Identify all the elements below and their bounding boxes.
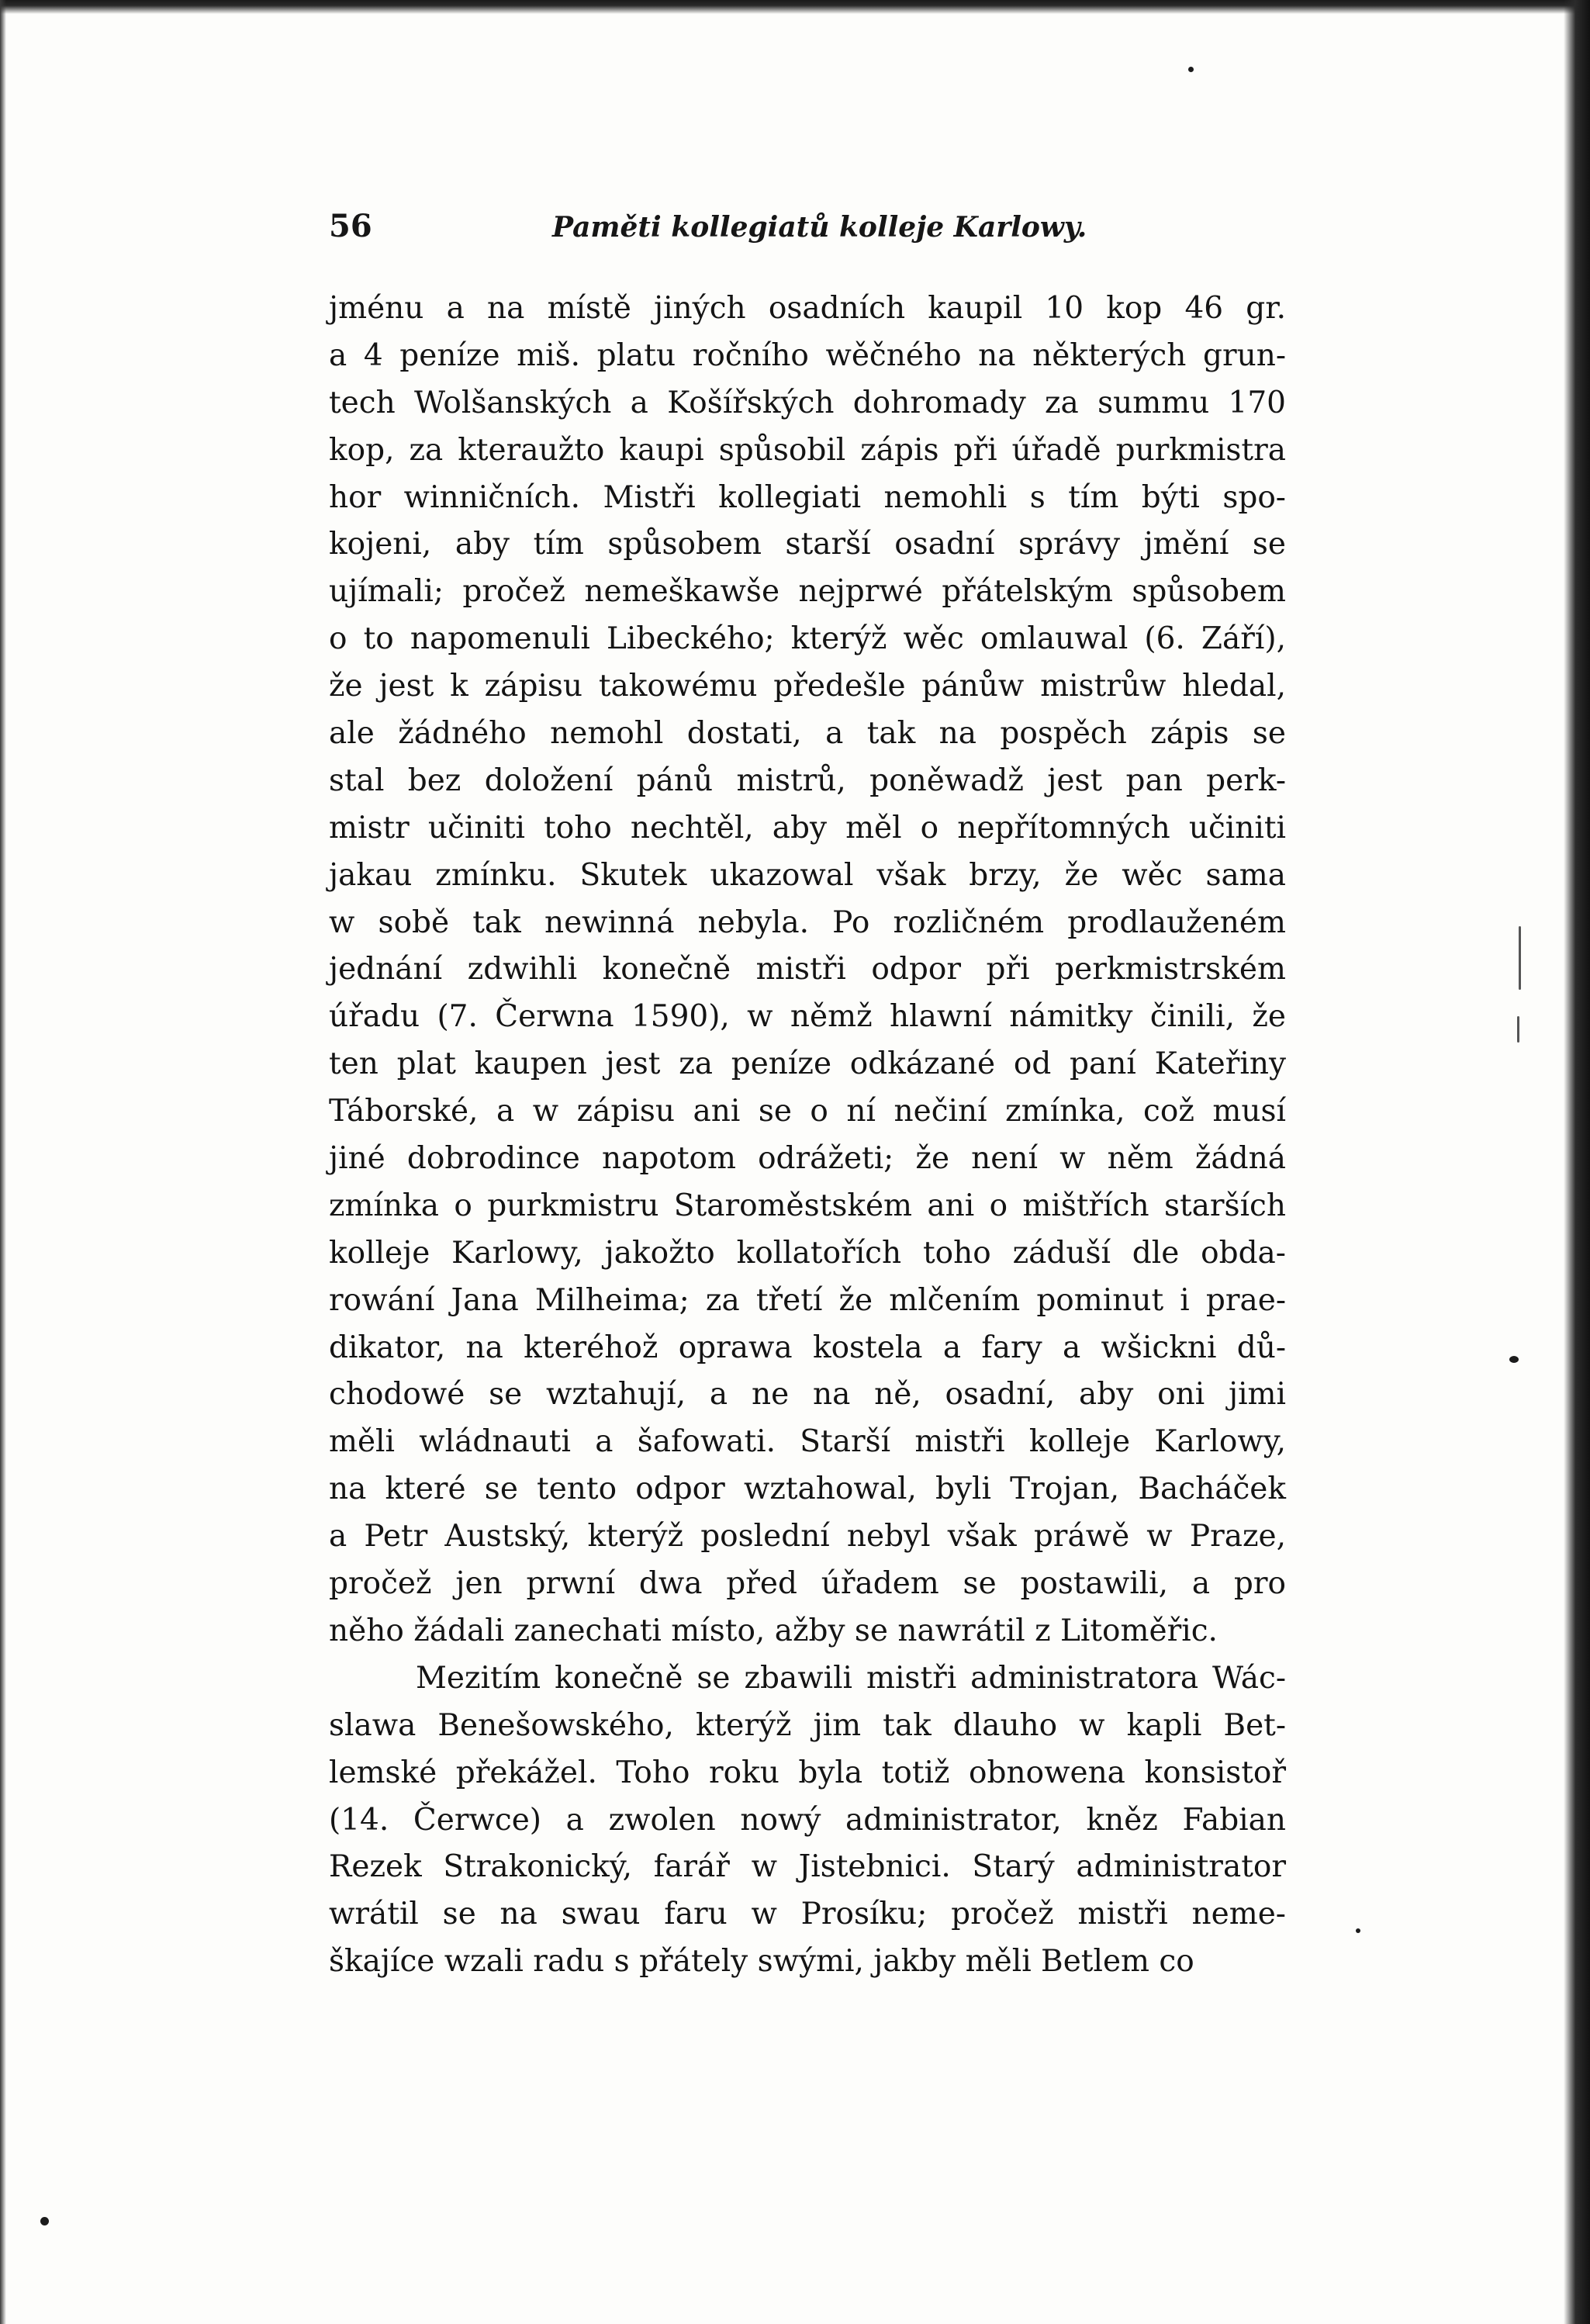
text-line: chodowé se wztahují, a ne na ně, osadní, aby oni jimi xyxy=(329,1377,1286,1413)
paragraph-1 xyxy=(329,285,1286,1655)
body-text xyxy=(329,285,1286,1986)
text-line: tech Wolšanských a Košířských dohromady za summu 170 xyxy=(329,385,1286,420)
text-line: úřadu (7. Čerwna 1590), w němž hlawní námitky činili, že xyxy=(329,999,1286,1035)
running-title: Paměti kollegiatů kolleje Karlowy. xyxy=(552,211,1087,244)
text-line: zmínka o purkmistru Staroměstském ani o mištřích starších xyxy=(329,1188,1286,1223)
text-line: kolleje Karlowy, jakožto kollatořích toho záduší dle obda- xyxy=(329,1235,1286,1271)
text-line: jménu a na místě jiných osadních kaupil 10 kop 46 gr. xyxy=(329,291,1286,326)
scan-left-edge xyxy=(0,0,6,2324)
page-header xyxy=(329,208,1284,254)
scan-speck xyxy=(1188,67,1194,72)
scan-right-edge xyxy=(1564,0,1590,2324)
text-line: stal bez doložení pánů mistrů, poněwadž jest pan perk- xyxy=(329,763,1286,798)
text-line: na které se tento odpor wztahowal, byli Trojan, Bacháček xyxy=(329,1472,1286,1507)
text-line: hor winničních. Mistři kollegiati nemohli s tím býti spo- xyxy=(329,479,1286,515)
scan-speck xyxy=(1517,1016,1519,1043)
text-line: dikator, na kteréhož oprawa kostela a fary a wšickni dů- xyxy=(329,1330,1286,1365)
text-line: lemské překážel. Toho roku byla totiž obnowena konsistoř xyxy=(329,1755,1286,1790)
scan-top-edge xyxy=(0,0,1590,14)
scan-speck xyxy=(1509,1356,1519,1363)
text-line: slawa Benešowského, kterýž jim tak dlauho w kapli Bet- xyxy=(329,1707,1286,1743)
text-line: Rezek Strakonický, farář w Jistebnici. Starý administrator xyxy=(329,1849,1286,1885)
text-line: že jest k zápisu takowému předešle pánůw mistrůw hledal, xyxy=(329,669,1286,704)
text-line: měli wládnauti a šafowati. Starší mistři kolleje Karlowy, xyxy=(329,1424,1286,1460)
scan-speck xyxy=(1356,1928,1360,1933)
text-line: w sobě tak newinná nebyla. Po rozličném prodlauženém xyxy=(329,904,1286,940)
text-line: mistr učiniti toho nechtěl, aby měl o nepřítomných učiniti xyxy=(329,810,1286,846)
scan-speck xyxy=(40,2217,49,2225)
text-line: a 4 peníze miš. platu ročního wěčného na některých grun- xyxy=(329,337,1286,373)
page-number: 56 xyxy=(329,208,372,244)
text-line: něho žádali zanechati místo, ažby se nawrátil z Litoměřic. xyxy=(329,1613,1218,1648)
text-line: jakau zmínku. Skutek ukazowal však brzy, že wěc sama xyxy=(329,857,1286,893)
text-line: jiné dobrodince napotom odrážeti; že není w něm žádná xyxy=(329,1141,1286,1177)
text-line: a Petr Austský, kterýž poslední nebyl však práwě w Praze, xyxy=(329,1519,1286,1555)
scan-speck xyxy=(1519,926,1521,990)
text-line: Mezitím konečně se zbawili mistři administratora Wác- xyxy=(416,1660,1286,1696)
text-line: kojeni, aby tím spůsobem starší osadní správy jmění se xyxy=(329,527,1286,562)
text-line: ale žádného nemohl dostati, a tak na pospěch zápis se xyxy=(329,716,1286,752)
text-line: pročež jen prwní dwa před úřadem se postawili, a pro xyxy=(329,1566,1286,1602)
text-line: škajíce wzali radu s přátely swými, jakby měli Betlem co xyxy=(329,1944,1194,1980)
text-line: (14. Čerwce) a zwolen nowý administrator, kněz Fabian xyxy=(329,1802,1286,1838)
text-line: ujímali; pročež nemeškawše nejprwé přátelským spůsobem xyxy=(329,574,1286,610)
text-line: wrátil se na swau faru w Prosíku; pročež mistři neme- xyxy=(329,1897,1286,1932)
text-line: Táborské, a w zápisu ani se o ní nečiní zmínka, což musí xyxy=(329,1094,1286,1129)
text-line: ten plat kaupen jest za peníze odkázané od paní Kateřiny xyxy=(329,1046,1286,1082)
paragraph-2 xyxy=(329,1655,1286,1986)
text-line: kop, za kteraužto kaupi spůsobil zápis při úřadě purkmistra xyxy=(329,432,1286,468)
text-line: o to napomenuli Libeckého; kterýž wěc omlauwal (6. Září), xyxy=(329,621,1286,657)
text-line: rowání Jana Milheima; za třetí že mlčením pominut i prae- xyxy=(329,1282,1286,1318)
text-line: jednání zdwihli konečně mistři odpor při perkmistrském xyxy=(329,952,1286,987)
